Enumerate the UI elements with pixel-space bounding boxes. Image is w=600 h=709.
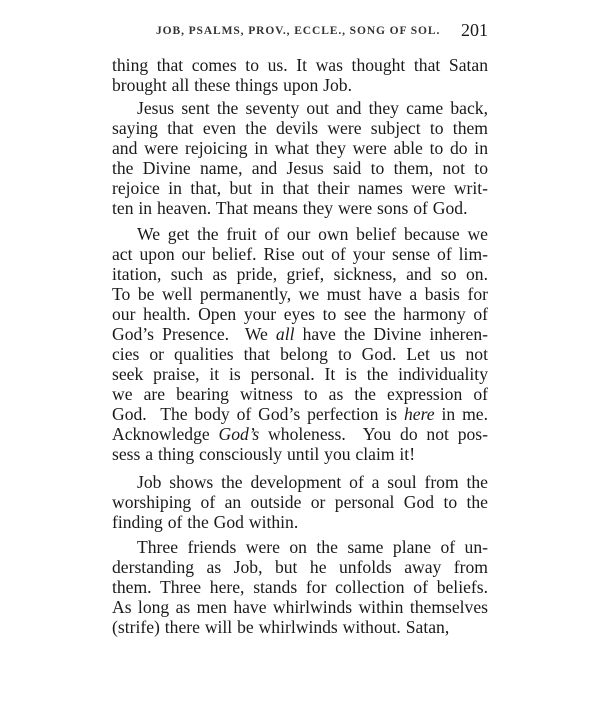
text-segment: (strife) there will be whirlwinds without. Satan, <box>112 617 450 637</box>
text-line <box>137 224 488 244</box>
text-segment: have the Divine inheren- <box>294 324 488 344</box>
text-line <box>137 98 488 118</box>
text-segment: seek praise, it is personal. It is the individuality <box>112 364 488 384</box>
italic-text: all <box>275 324 295 344</box>
text-segment: cies or qualities that belong to God. Let us not <box>112 344 488 364</box>
text-segment: wholeness. You do not pos- <box>259 424 488 444</box>
text-segment: derstanding as Job, but he unfolds away from <box>112 557 488 577</box>
text-segment: We get the fruit of our own belief because we <box>137 224 488 244</box>
text-line <box>112 557 488 577</box>
text-segment: To be well permanently, we must have a basis for <box>112 284 488 304</box>
text-segment: the Divine name, and Jesus said to them, not to <box>112 158 488 178</box>
text-segment: we are bearing witness to as the expression of <box>112 384 488 404</box>
text-line <box>112 577 488 597</box>
text-line <box>112 324 488 344</box>
text-line <box>112 158 488 178</box>
text-segment: Three friends were on the same plane of un- <box>137 537 488 557</box>
italic-text: here <box>403 404 435 424</box>
text-segment: Acknowledge <box>112 424 219 444</box>
text-line <box>137 537 488 557</box>
text-segment: finding of the God within. <box>112 512 299 532</box>
text-segment: God. The body of God’s perfection is <box>112 404 404 424</box>
running-header <box>150 20 488 40</box>
text-segment: itation, such as pride, grief, sickness, and so on. <box>112 264 488 284</box>
text-segment: rejoice in that, but in that their names were writ- <box>112 178 488 198</box>
text-segment: Job shows the development of a soul from the <box>137 472 488 492</box>
text-segment: and were rejoicing in what they were able to do in <box>112 138 488 158</box>
text-segment: As long as men have whirlwinds within themselves <box>112 597 488 617</box>
italic-text: God’s <box>218 424 260 444</box>
text-segment: saying that even the devils were subject to them <box>112 118 488 138</box>
text-segment: worshiping of an outside or personal God to the <box>112 492 488 512</box>
text-line <box>112 597 488 617</box>
text-line <box>112 118 488 138</box>
text-line <box>112 55 488 75</box>
text-line <box>112 284 488 304</box>
text-segment: them. Three here, stands for collection of beliefs. <box>112 577 488 597</box>
text-line <box>112 617 488 637</box>
text-line <box>112 364 488 384</box>
text-line <box>137 472 488 492</box>
text-line <box>112 444 488 464</box>
text-segment: act upon our belief. Rise out of your sense of lim- <box>112 244 488 264</box>
text-line <box>112 424 488 444</box>
text-segment: brought all these things upon Job. <box>112 75 352 95</box>
page-number: 201 <box>461 20 488 40</box>
text-line <box>112 264 488 284</box>
text-segment: God’s Presence. We <box>112 324 276 344</box>
text-line <box>112 138 488 158</box>
text-segment: our health. Open your eyes to see the harmony of <box>112 304 488 324</box>
text-segment: Jesus sent the seventy out and they came back, <box>137 98 488 118</box>
text-line <box>112 198 488 218</box>
text-line <box>112 404 488 424</box>
text-segment: thing that comes to us. It was thought that Satan <box>112 55 488 75</box>
text-line <box>112 304 488 324</box>
text-line <box>112 344 488 364</box>
text-line <box>112 492 488 512</box>
text-line <box>112 244 488 264</box>
text-segment: sess a thing consciously until you claim it! <box>112 444 416 464</box>
text-line <box>112 384 488 404</box>
text-line <box>112 75 488 95</box>
text-segment: in me. <box>434 404 489 424</box>
text-segment: ten in heaven. That means they were sons of God. <box>112 198 468 218</box>
text-line <box>112 512 488 532</box>
running-title: JOB, PSALMS, PROV., ECCLE., SONG OF SOL. <box>156 25 441 37</box>
text-line <box>112 178 488 198</box>
